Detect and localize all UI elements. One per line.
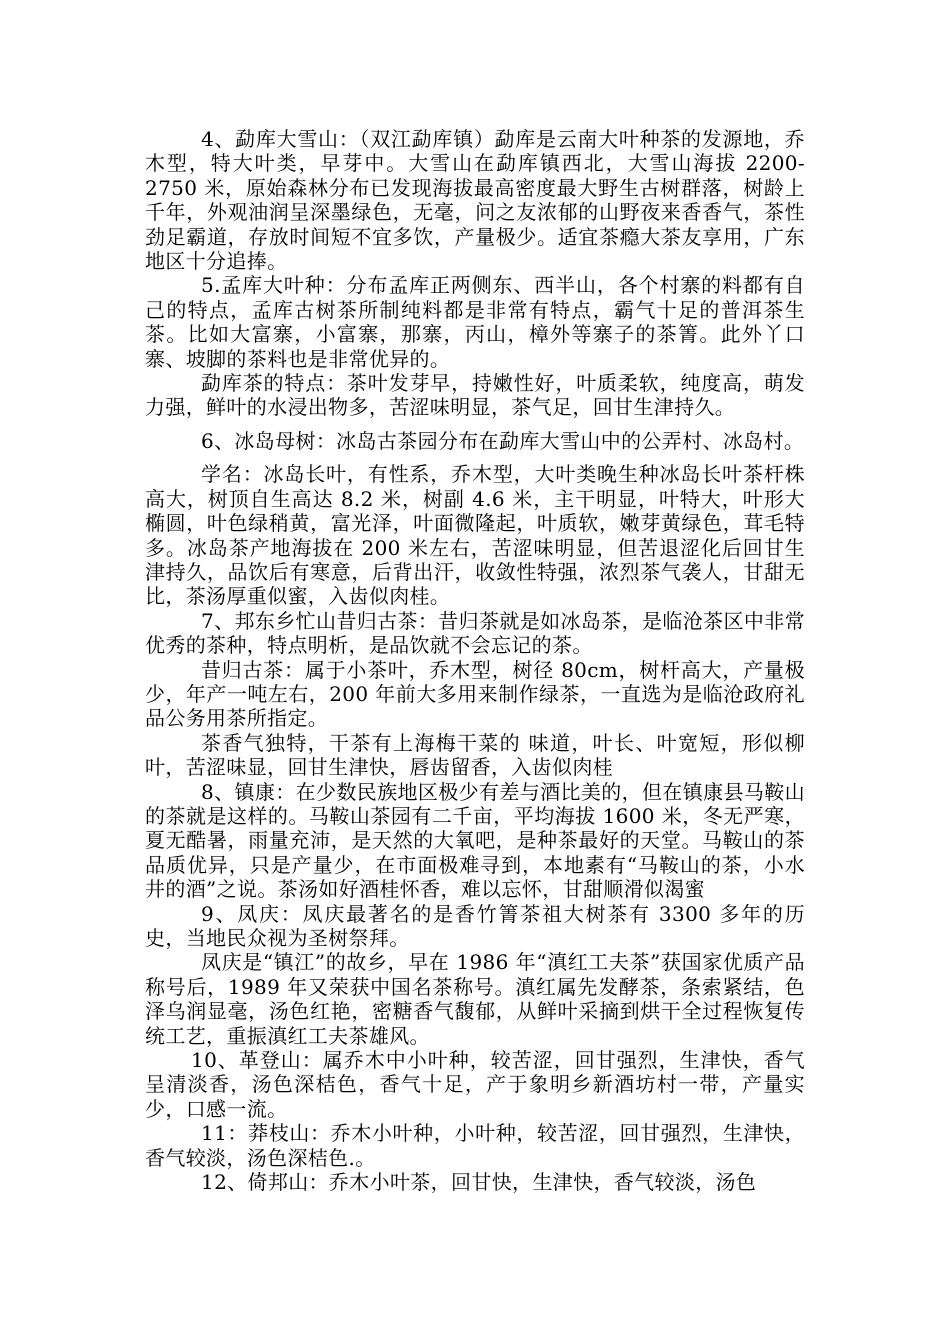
paragraph-mengku-tea-features: 勐库茶的特点：茶叶发芽早，持嫩性好，叶质柔软，纯度高，萌发力强，鲜叶的水浸出物多，苦涩味明显，茶气足，回甘生津持久。 [145,371,805,420]
paragraph-yibangshan: 12、倚邦山：乔木小叶茶，回甘快，生津快，香气较淡，汤色 [201,1170,757,1195]
paragraph-mengku-daxueshan: 4、勐库大雪山：（双江勐库镇）勐库是云南大叶种茶的发源地，乔木型，特大叶类，早芽中。大雪山在勐库镇西北，大雪山海拔 2200-2750 米，原始森林分布已发现海拔最高密度最大野生古树群落，树龄上千年，外观油润呈深墨绿色，无毫，问之友浓郁的山野夜来香香气，茶性劲足霸道，存放时间短不宜多饮，产量极少。适宜茶瘾大茶友享用，广东地区十分追捧。 [145,127,805,274]
paragraph-bingdao-mushu: 6、冰岛母树：冰岛古茶园分布在勐库大雪山中的公弄村、冰岛村。 [201,428,805,453]
paragraph-zhenkang: 8、镇康：在少数民族地区极少有差与酒比美的，但在镇康县马鞍山的茶就是这样的。马鞍山茶园有二千亩，平均海拔 1600 米，冬无严寒，夏无酷暑，雨量充沛，是天然的大氧吧，是种茶最好的天堂。马鞍山的茶品质优异，只是产量少，在市面极难寻到，本地素有“马鞍山的茶，小水井的酒”之说。茶汤如好酒桂怀香，难以忘怀，甘甜顺滑似渴蜜 [145,779,805,902]
paragraph-bingdao-xueming: 学名：冰岛长叶，有性系，乔木型，大叶类晚生种冰岛长叶茶杆株高大，树顶自生高达 8.2 米，树副 4.6 米，主干明显，叶特大，叶形大椭圆，叶色绿稍黄，富光泽，叶面微隆起，叶质软，嫩芽黄绿色，茸毛特多。冰岛茶产地海拔在 200 米左右，苦涩味明显，但苦退涩化后回甘生津持久，品饮后有寒意，后背出汗，收敛性特强，浓烈茶气袭人，甘甜无比，茶汤厚重似蜜，入齿似肉桂。 [145,462,805,609]
paragraph-mengku-dayezhong: 5.孟库大叶种：分布孟库正两侧东、西半山，各个村寨的料都有自己的特点，孟库古树茶所制纯料都是非常有特点，霸气十足的普洱茶生茶。比如大富寨，小富寨，那寨，丙山，樟外等寨子的茶箐。此外丫口寨、坡脚的茶料也是非常优异的。 [145,273,805,371]
paragraph-fengqing: 9、凤庆：凤庆最著名的是香竹箐茶祖大树茶有 3300 多年的历史，当地民众视为圣树祭拜。 [145,901,805,950]
paragraph-fengqing-dianhong: 凤庆是“镇江”的故乡，早在 1986 年“滇红工夫茶”获国家优质产品称号后，1989 年又荣获中国名茶称号。滇红属先发酵茶，条索紧结，色泽乌润显毫，汤色红艳，密糖香气馥郁，从鲜叶采摘到烘干全过程恢复传统工艺，重振滇红工夫茶雄风。 [145,950,805,1048]
paragraph-xigui-gucha: 7、邦东乡忙山昔归古茶：昔归茶就是如冰岛茶，是临沧茶区中非常优秀的茶种，特点明析，是品饮就不会忘记的茶。 [145,608,805,658]
paragraph-gedengshan: 10、革登山：属乔木中小叶种，较苦涩，回甘强烈，生津快，香气呈清淡香，汤色深桔色，香气十足，产于象明乡新酒坊村一带，产量实少，口感一流。 [145,1048,805,1121]
paragraph-xigui-details: 昔归古茶：属于小茶叶，乔木型，树径 80cm，树杆高大，产量极少，年产一吨左右，200 年前大多用来制作绿茶，一直选为是临沧政府礼品公务用茶所指定。 [145,657,805,731]
paragraph-xigui-aroma: 茶香气独特，干茶有上海梅干菜的 味道，叶长、叶宽短，形似柳叶，苦涩味显，回甘生津快，唇齿留香，入齿似肉桂 [145,730,805,780]
document-body [145,127,805,1194]
paragraph-mangzhishan: 11：莽枝山：乔木小叶种，小叶种，较苦涩，回甘强烈，生津快，香气较淡，汤色深桔色.。 [145,1121,805,1170]
